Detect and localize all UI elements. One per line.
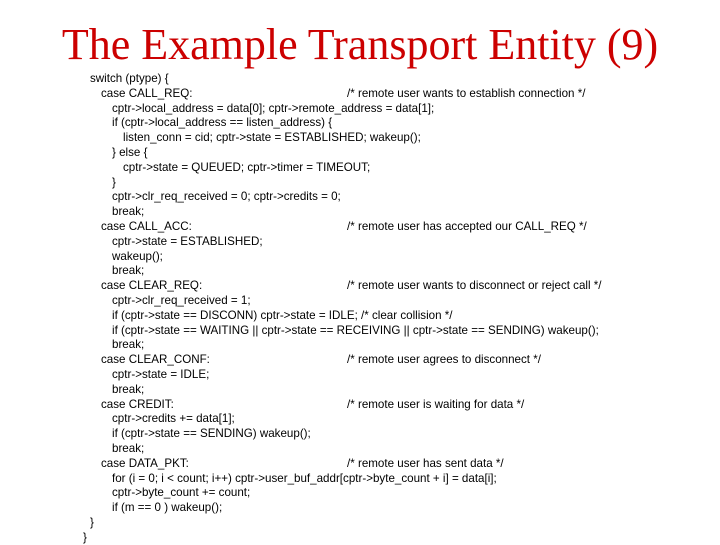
- code-text: cptr->clr_req_received = 1;: [112, 294, 251, 307]
- code-text: if (m == 0 ) wakeup();: [112, 501, 223, 515]
- code-line: [0, 190, 720, 204]
- code-line: [0, 309, 720, 323]
- code-line: [0, 235, 720, 249]
- code-comment: /* remote user has sent data */: [347, 456, 504, 470]
- code-line: [0, 472, 720, 486]
- code-text: cptr->local_address = data[0]; cptr->remote_address = data[1];: [112, 101, 435, 115]
- code-text: for (i = 0; i < count; i++) cptr->user_buf_addr[cptr->byte_count + i] = data[i];: [112, 471, 497, 485]
- code-line: [0, 486, 720, 500]
- code-line: [0, 368, 720, 382]
- code-text: }: [83, 530, 87, 544]
- code-line: [0, 264, 720, 278]
- code-line: [0, 146, 720, 160]
- code-comment: /* remote user wants to disconnect or reject call */: [347, 279, 602, 293]
- code-line: [0, 398, 720, 412]
- code-comment: /* remote user agrees to disconnect */: [347, 353, 541, 367]
- code-text: break;: [112, 442, 145, 455]
- code-line: [0, 338, 720, 352]
- code-text: cptr->state = ESTABLISHED;: [112, 234, 263, 248]
- code-line: [0, 161, 720, 175]
- code-line: [0, 279, 720, 293]
- code-line: [0, 87, 720, 101]
- code-listing: [0, 72, 720, 544]
- code-text: cptr->clr_req_received = 0; cptr->credits = 0;: [112, 190, 341, 204]
- code-text: wakeup();: [112, 249, 163, 263]
- code-comment: /* remote user wants to establish connection */: [347, 86, 586, 100]
- code-comment: /* remote user has accepted our CALL_REQ */: [347, 220, 587, 233]
- code-line: [0, 220, 720, 234]
- code-comment: /* remote user is waiting for data */: [347, 397, 525, 411]
- code-line: [0, 412, 720, 426]
- code-text: if (cptr->local_address == listen_address) {: [112, 116, 333, 130]
- code-line: [0, 442, 720, 456]
- code-text: break;: [112, 338, 145, 352]
- code-line: [0, 427, 720, 441]
- code-text: case CALL_REQ:: [101, 86, 193, 100]
- code-line: [0, 383, 720, 397]
- code-text: break;: [112, 264, 145, 278]
- code-line: [0, 516, 720, 530]
- code-line: [0, 116, 720, 130]
- code-line: [0, 294, 720, 308]
- code-text: case CALL_ACC:: [101, 220, 192, 233]
- code-line: [0, 501, 720, 515]
- code-line: [0, 353, 720, 367]
- code-line: [0, 457, 720, 471]
- code-line: [0, 72, 720, 86]
- code-text: cptr->credits += data[1];: [112, 412, 235, 426]
- code-line: [0, 131, 720, 145]
- code-text: } else {: [112, 146, 148, 159]
- code-text: }: [90, 516, 94, 529]
- code-text: cptr->state = IDLE;: [112, 368, 210, 381]
- code-text: cptr->state = QUEUED; cptr->timer = TIMEOUT;: [123, 160, 371, 174]
- code-text: listen_conn = cid; cptr->state = ESTABLISHED; wakeup();: [123, 131, 421, 145]
- code-text: if (cptr->state == WAITING || cptr->state == RECEIVING || cptr->state == SENDING) wakeup();: [112, 323, 599, 337]
- code-text: }: [112, 175, 116, 189]
- code-text: break;: [112, 205, 145, 219]
- code-text: if (cptr->state == SENDING) wakeup();: [112, 427, 311, 441]
- code-line: [0, 250, 720, 264]
- code-text: if (cptr->state == DISCONN) cptr->state = IDLE; /* clear collision */: [112, 308, 453, 322]
- code-line: [0, 324, 720, 338]
- code-line: [0, 102, 720, 116]
- code-line: [0, 205, 720, 219]
- code-text: case CLEAR_CONF:: [101, 353, 210, 367]
- code-text: case DATA_PKT:: [101, 456, 189, 470]
- code-line: [0, 531, 720, 545]
- code-text: case CREDIT:: [101, 397, 174, 411]
- code-text: case CLEAR_REQ:: [101, 279, 203, 293]
- code-text: switch (ptype) {: [90, 72, 169, 85]
- code-line: [0, 176, 720, 190]
- slide-title: The Example Transport Entity (9): [61, 20, 659, 69]
- code-text: cptr->byte_count += count;: [112, 486, 251, 500]
- code-text: break;: [112, 382, 145, 396]
